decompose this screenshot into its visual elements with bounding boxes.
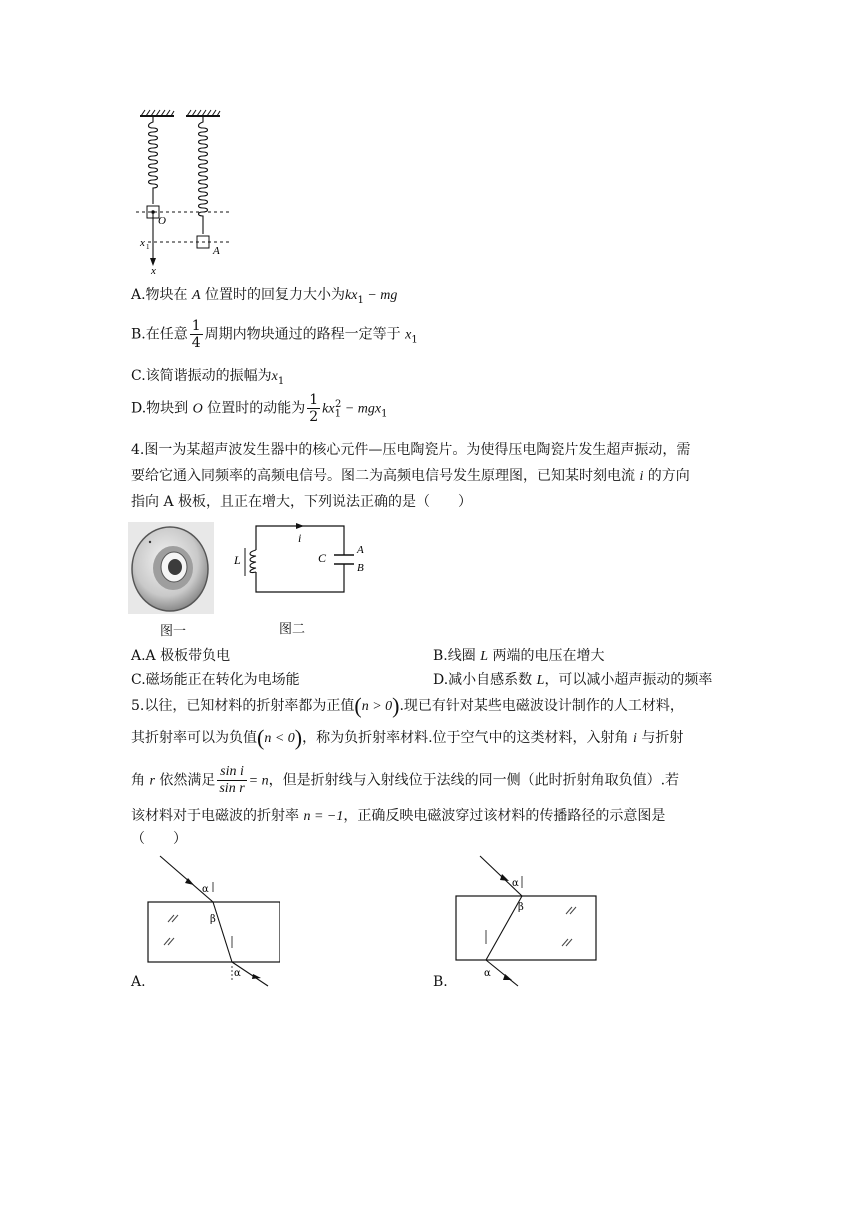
beta-label: β (518, 902, 524, 913)
label-O: O (158, 215, 166, 227)
label-x1: x (140, 237, 145, 249)
fraction-half: $\frac{1}{2}$ (309, 392, 319, 425)
refraction-figure-a (140, 852, 280, 988)
label-x1-sub: 1 (146, 243, 150, 251)
alpha-label-top: α (512, 878, 519, 889)
label-A: A (213, 245, 220, 257)
label-inductor-L: L (234, 553, 241, 567)
label-x-axis: x (151, 265, 156, 277)
figure-b-label: B. (433, 974, 448, 990)
q5-line-3: 角 r 依然满足 $\frac{\text{sin i}}{\text{sin r}}$ = n，但是折射线与入射线位于法线的同一侧（此时折射角取负值）.若 (131, 764, 680, 796)
q4-option-d: D.减小自感系数 L，可以减小超声振动的频率 (433, 672, 713, 688)
q4-line-2: 要给它通入同频率的高频电信号。图二为高频电信号发生原理图，已知某时刻电流 i 的方向 (131, 468, 690, 484)
q3-option-b: B.在任意 $\frac{1}{4}$ 周期内物块通过的路程一定等于 $x_1$ (131, 318, 418, 351)
q5-line-1: 5.以往，已知材料的折射率都为正值(n > 0).现已有针对某些电磁波设计制作的人工材料， (131, 693, 684, 718)
q4-option-c: C.磁场能正在转化为电场能 (131, 672, 300, 688)
q4-line-1: 4.图一为某超声波发生器中的核心元件—压电陶瓷片。为使得压电陶瓷片发生超声振动，需 (131, 442, 691, 458)
q4-option-b: B.线圈 L 两端的电压在增大 (433, 648, 605, 664)
q5-line-2: 其折射率可以为负值(n < 0)，称为负折射率材料.位于空气中的这类材料，入射角 i 与折射 (131, 725, 684, 750)
q4-line-3: 指向 A 极板，且正在增大，下列说法正确的是（ ） (131, 494, 473, 510)
alpha-label-bottom: α (484, 968, 491, 979)
refraction-figure-b (448, 852, 598, 988)
q3-option-d: D.物块到 O 位置时的动能为 $\frac{1}{2}$ $kx_1^2 - mgx_1$ (131, 392, 388, 425)
q5-line-5: （ ） (131, 831, 187, 847)
beta-label: β (210, 914, 216, 925)
fraction-quarter: $\frac{1}{4}$ (191, 318, 201, 351)
label-plate-A: A (357, 544, 364, 556)
figure-a-label: A. (131, 974, 146, 990)
spring-oscillator-figure (128, 108, 238, 278)
q3-option-c: C.该简谐振动的振幅为$x_1$ (131, 368, 285, 387)
alpha-label-bottom: α (234, 968, 241, 979)
q4-option-a: A.A 极板带负电 (131, 648, 231, 664)
piezo-ceramic-disc-figure (128, 522, 214, 614)
label-plate-B: B (357, 562, 364, 574)
q5-line-4: 该材料对于电磁波的折射率 n = −1，正确反映电磁波穿过该材料的传播路径的示意图是 (131, 808, 666, 824)
label-current-i: i (298, 531, 302, 545)
alpha-label-top: α (202, 884, 209, 895)
q3-option-a: A.物块在 A 位置时的回复力大小为$kx_1$ − mg (131, 287, 398, 306)
figure-1-caption: 图一 (160, 624, 187, 639)
label-capacitor-C: C (318, 551, 327, 565)
lc-circuit-figure (228, 522, 368, 598)
figure-2-caption: 图二 (279, 622, 306, 637)
fraction-sin-ratio: $\frac{\text{sin i}}{\text{sin r}}$ (219, 764, 245, 796)
